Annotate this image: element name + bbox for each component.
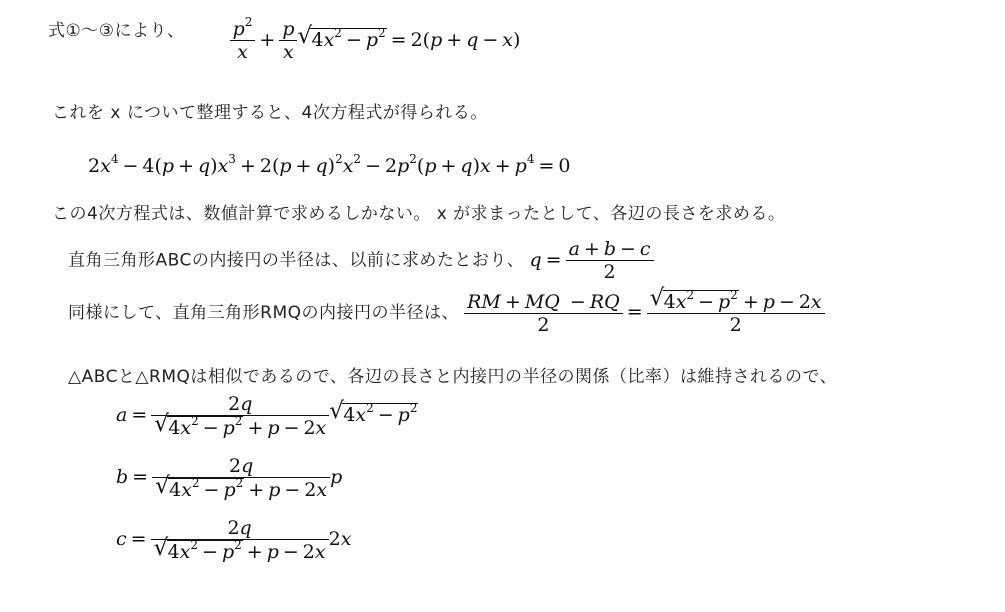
text-line-4: この4次方程式は、数値計算で求めるしかない。 x が求まったとして、各辺の長さを求める。: [52, 204, 786, 224]
equation-line-1: [48, 15, 521, 63]
fraction: $\frac{p}{x}$: [279, 18, 297, 63]
fraction: $\frac{RM + MQ - RQ}{2}$: [464, 291, 623, 336]
sqrt: √ $4x^2 - p^2$: [153, 535, 242, 563]
sqrt: √ $4x^2 - p^2$: [329, 398, 418, 426]
sqrt: √ $4x^2 - p^2$: [155, 473, 244, 501]
equation-1: $\frac{p^2}{x}$ + $\frac{p}{x}$ √ $4x^2 - p^2 = 2(p + q - x)$: [230, 29, 521, 51]
inradius-rmq-formula: $\frac{RM + MQ - RQ}{2}$ = √ $4x^2 - p^2 + p - 2x$ 2: [464, 301, 825, 323]
text-line-2: これを x について整理すると、4次方程式が得られる。: [52, 103, 488, 123]
sqrt: √ $4x^2 - p^2$: [649, 285, 738, 313]
text-line-7: △ABCと△RMQは相似であるので、各辺の長さと内接円の半径の関係（比率）は維持されるので、: [68, 367, 838, 387]
formula-b: b = 2q √ $4x^2 - p^2 + p - 2x$ p: [116, 455, 343, 501]
fraction: 2q √ $4x^2 - p^2 + p - 2x$: [151, 517, 329, 563]
inradius-abc-line: [68, 238, 654, 283]
fraction: $\frac{a + b - c}{2}$: [566, 238, 654, 283]
fraction: $\frac{p^2}{x}$: [230, 18, 256, 63]
fraction: 2q √ $4x^2 - p^2 + p - 2x$: [152, 455, 330, 501]
inradius-rmq-text: 同様にして、直角三角形RMQの内接円の半径は、: [68, 303, 460, 323]
sqrt: √ $4x^2 - p^2$: [297, 22, 386, 51]
fraction: 2q √ $4x^2 - p^2 + p - 2x$: [151, 393, 329, 439]
formula-a: a = 2q √ $4x^2 - p^2 + p - 2x$ √ $4x^2 - p^2$: [116, 393, 418, 439]
fraction: √ $4x^2 - p^2 + p - 2x$ 2: [647, 290, 825, 336]
quartic-equation: $2x^4 - 4(p + q)x^3 + 2(p + q)^2x^2 - 2p^2(p + q)x + p^4 = 0$: [88, 152, 571, 177]
formula-c: c = 2q √ $4x^2 - p^2 + p - 2x$ 2x: [116, 517, 352, 563]
intro-text-1: 式①〜③により、: [48, 20, 185, 41]
inradius-abc-text: 直角三角形ABCの内接円の半径は、以前に求めたとおり、: [68, 250, 525, 271]
inradius-rmq-line: [68, 285, 825, 336]
sqrt: √ $4x^2 - p^2$: [154, 411, 243, 439]
inradius-abc-formula: q = $\frac{a + b - c}{2}$: [529, 249, 653, 271]
